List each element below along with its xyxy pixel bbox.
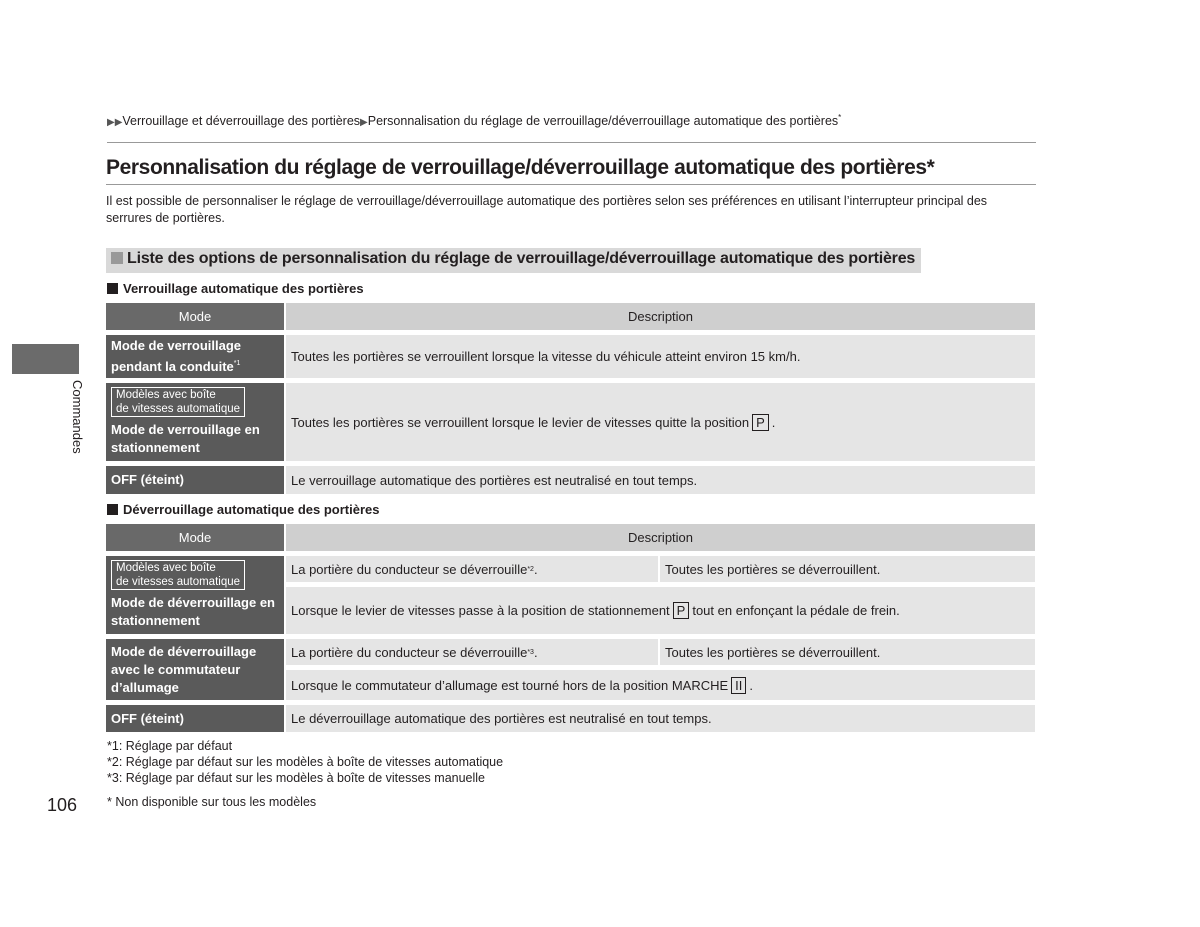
model-box-line2: de vitesses automatique: [116, 403, 241, 415]
lock-row1-description: Toutes les portières se verrouillent lorsque la vitesse du véhicule atteint environ 15 km/h.: [286, 335, 1035, 378]
unlock-row1-desc-c: [286, 587, 1035, 634]
model-box-line1: Modèles avec boîte: [116, 389, 216, 401]
breadcrumb-arrow-icon: ▶: [360, 117, 368, 129]
unlock-row2-mode: Mode de déverrouillage avec le commutateur d’allumage: [106, 639, 284, 700]
lock-row1-mode-text: Mode de verrouillage pendant la conduite: [111, 338, 242, 374]
unlock-row2-desc-b: Toutes les portières se déverrouillent.: [660, 639, 1035, 665]
section-heading-text: Liste des options de personnalisation du réglage de verrouillage/déverrouillage automatique des portières: [127, 250, 916, 267]
model-applicability-box: [111, 387, 245, 417]
period: .: [749, 677, 754, 693]
park-key-symbol: P: [673, 602, 690, 619]
unlock-row2-desc-a: [286, 639, 658, 665]
breadcrumb-arrow-icon: ▶▶: [107, 117, 123, 129]
unlock-row2-desc-c-text: Lorsque le commutateur d’allumage est tourné hors de la position MARCHE: [291, 677, 729, 693]
unlock-col-description: Description: [286, 524, 1035, 551]
unlock-row1-mode: [106, 556, 284, 634]
lock-col-mode: Mode: [106, 303, 284, 330]
ignition-key-symbol: II: [731, 677, 746, 694]
unlock-row1-desc-b: Toutes les portières se déverrouillent.: [660, 556, 1035, 582]
footnote-1: *1: Réglage par défaut: [107, 739, 233, 753]
breadcrumb: [107, 113, 1036, 143]
footnotes: [107, 738, 503, 786]
unlock-col-mode: Mode: [106, 524, 284, 551]
park-key-symbol: P: [752, 414, 769, 431]
lock-row3-description: Le verrouillage automatique des portières est neutralisé en tout temps.: [286, 466, 1035, 494]
lock-row2-description: [286, 383, 1035, 461]
period: .: [771, 414, 776, 430]
unlock-row1-desc-a-text: La portière du conducteur se déverrouille: [291, 561, 528, 577]
unlock-subheading: [107, 502, 379, 517]
page-title: Personnalisation du réglage de verrouillage/déverrouillage automatique des portières*: [106, 156, 1036, 185]
footnote-2: *2: Réglage par défaut sur les modèles à boîte de vitesses automatique: [107, 755, 504, 769]
side-chapter-tab: [12, 344, 79, 374]
period: .: [533, 644, 538, 660]
unlock-subheading-text: Déverrouillage automatique des portières: [123, 502, 380, 517]
page-number: 106: [47, 795, 78, 815]
breadcrumb-parent[interactable]: Verrouillage et déverrouillage des portières: [122, 114, 361, 129]
lock-row2-mode: [106, 383, 284, 461]
model-box-line2: de vitesses automatique: [116, 576, 241, 588]
lock-subheading-text: Verrouillage automatique des portières: [123, 281, 364, 296]
lock-col-description: Description: [286, 303, 1035, 330]
breadcrumb-star: *: [838, 113, 842, 122]
unlock-row2-footnote-ref: *3: [527, 648, 534, 656]
unlock-row3-mode: OFF (éteint): [106, 705, 284, 732]
unlock-row1-footnote-ref: *2: [527, 565, 534, 573]
breadcrumb-current: Personnalisation du réglage de verrouillage/déverrouillage automatique des portières: [367, 114, 839, 129]
model-applicability-box: [111, 560, 245, 590]
square-bullet-icon: [111, 252, 123, 264]
lock-row1-footnote-ref: *1: [233, 360, 241, 367]
unlock-row1-desc-c-end: tout en enfonçant la pédale de frein.: [692, 603, 900, 618]
side-chapter-label: Commandes: [70, 380, 85, 454]
unlock-row1-desc-a: [286, 556, 658, 582]
lock-row3-mode: OFF (éteint): [106, 466, 284, 494]
lock-row2-description-text: Toutes les portières se verrouillent lorsque le levier de vitesses quitte la position: [291, 414, 750, 430]
section-heading: [106, 248, 921, 273]
not-available-note: * Non disponible sur tous les modèles: [107, 795, 317, 809]
lock-row1-mode: [106, 335, 284, 378]
unlock-row1-desc-c-text: Lorsque le levier de vitesses passe à la position de stationnement: [291, 603, 670, 618]
footnote-3: *3: Réglage par défaut sur les modèles à boîte de vitesses manuelle: [107, 771, 486, 785]
period: .: [533, 561, 538, 577]
unlock-row2-desc-c: [286, 670, 1035, 700]
lock-row2-mode-text: Mode de verrouillage en stationnement: [111, 422, 260, 455]
unlock-row3-description: Le déverrouillage automatique des portières est neutralisé en tout temps.: [286, 705, 1035, 732]
unlock-row2-desc-a-text: La portière du conducteur se déverrouille: [291, 644, 528, 660]
lock-subheading: [107, 281, 364, 296]
intro-paragraph: Il est possible de personnaliser le réglage de verrouillage/déverrouillage automatique des portières selon ses préférences en utilisant l’interrupteur principal des serrures de portières.: [106, 194, 988, 225]
square-bullet-icon: [107, 283, 118, 294]
model-box-line1: Modèles avec boîte: [116, 562, 216, 574]
unlock-row1-mode-text: Mode de déverrouillage en stationnement: [111, 595, 275, 628]
square-bullet-icon: [107, 504, 118, 515]
